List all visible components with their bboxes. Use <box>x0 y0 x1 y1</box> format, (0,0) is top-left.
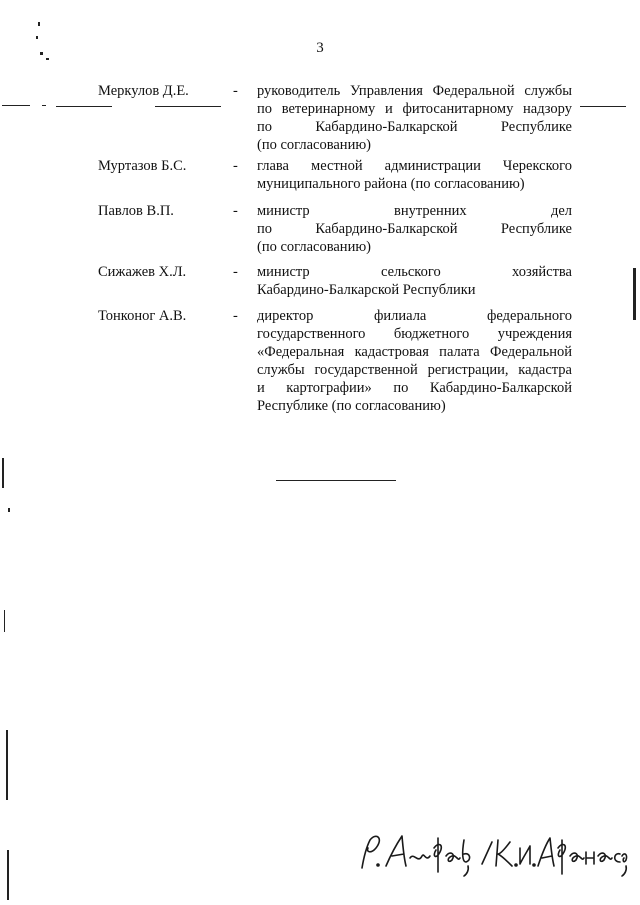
edge-streak <box>4 610 5 632</box>
signature-drawing <box>340 818 630 888</box>
position-line: (по согласованию) <box>257 137 371 153</box>
position-line: службы государственной регистрации, кадастра <box>257 362 572 378</box>
margin-dot <box>36 36 38 39</box>
margin-dot <box>40 52 43 55</box>
position-line: министр сельского хозяйства <box>257 264 572 280</box>
position-line: Республике (по согласованию) <box>257 398 446 414</box>
scan-line-left <box>56 106 112 107</box>
position-line: по ветеринарному и фитосанитарному надзору <box>257 101 572 117</box>
member-dash: - <box>233 83 238 99</box>
scan-line-right <box>580 106 626 107</box>
member-name: Муртазов Б.С. <box>98 158 187 174</box>
end-divider <box>276 480 396 481</box>
position-line: директор филиала федерального <box>257 308 572 324</box>
position-line: министр внутренних дел <box>257 203 572 219</box>
member-dash: - <box>233 158 238 174</box>
edge-streak <box>6 730 8 800</box>
member-position <box>257 263 572 299</box>
member-name: Меркулов Д.Е. <box>98 83 189 99</box>
position-line: (по согласованию) <box>257 239 371 255</box>
member-position <box>257 82 572 154</box>
edge-streak <box>7 850 9 900</box>
margin-dot <box>38 22 40 26</box>
position-line: государственного бюджетного учреждения <box>257 326 572 342</box>
position-line: по Кабардино-Балкарской Республике <box>257 119 572 135</box>
scan-line-left <box>155 106 221 107</box>
edge-streak <box>2 458 4 488</box>
member-position <box>257 307 572 415</box>
scan-line-left <box>2 105 30 106</box>
position-line: глава местной администрации Черекского <box>257 158 572 174</box>
page-number: 3 <box>316 40 324 56</box>
member-name: Павлов В.П. <box>98 203 174 219</box>
position-line: «Федеральная кадастровая палата Федеральной <box>257 344 572 360</box>
member-dash: - <box>233 203 238 219</box>
member-dash: - <box>233 308 238 324</box>
position-line: руководитель Управления Федеральной службы <box>257 83 572 99</box>
member-name: Тонконог А.В. <box>98 308 187 324</box>
position-line: Кабардино-Балкарской Республики <box>257 282 476 298</box>
member-name: Сижажев Х.Л. <box>98 264 187 280</box>
position-line: муниципального района (по согласованию) <box>257 176 525 192</box>
edge-streak <box>8 508 10 512</box>
member-position <box>257 157 572 193</box>
member-dash: - <box>233 264 238 280</box>
scan-line-left <box>42 105 46 106</box>
position-line: и картографии» по Кабардино-Балкарской <box>257 380 572 396</box>
handwritten-signature <box>340 818 630 888</box>
position-line: по Кабардино-Балкарской Республике <box>257 221 572 237</box>
edge-streak <box>633 268 636 320</box>
member-position <box>257 202 572 256</box>
margin-dot <box>46 58 49 60</box>
